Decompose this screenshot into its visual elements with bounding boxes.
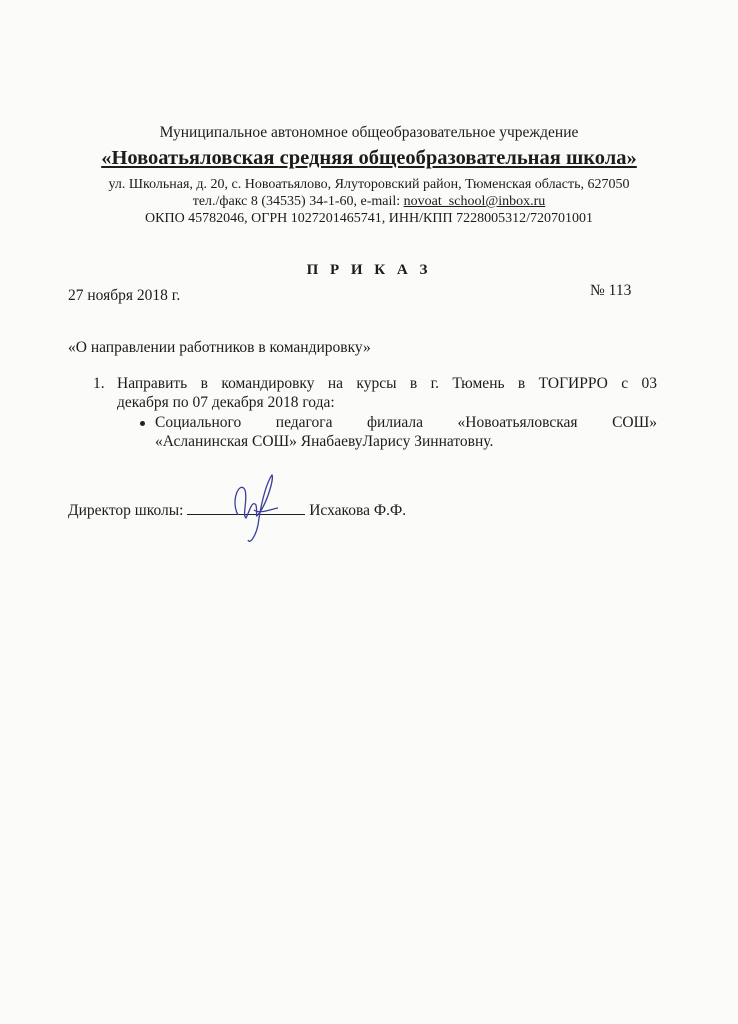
org-address: ул. Школьная, д. 20, с. Новоатьялово, Ялуторовский район, Тюменская область, 627050 — [108, 177, 630, 192]
org-contacts — [0, 194, 738, 210]
org-type: Муниципальное автономное общеобразовательное учреждение — [159, 124, 579, 141]
bullet-icon — [140, 421, 145, 426]
bullet-line-2: «Асланинская СОШ» ЯнабаевуЛарису Зиннатовну. — [155, 433, 494, 450]
signature-label: Директор школы: — [68, 502, 184, 519]
item-line-2: декабря по 07 декабря 2018 года: — [117, 394, 335, 411]
phone: тел./факс 8 (34535) 34-1-60, e-mail: — [192, 194, 404, 209]
item-number: 1. — [93, 375, 105, 392]
org-codes: ОКПО 45782046, ОГРН 1027201465741, ИНН/КПП 7228005312/720701001 — [145, 211, 593, 226]
doc-title: П Р И К А З — [306, 262, 432, 278]
email-link[interactable]: novoat_school@inbox.ru — [403, 194, 546, 209]
org-name: «Новоатьяловская средняя общеобразовательная школа» — [101, 147, 637, 169]
item-line-1: Направить в командировку на курсы в г. Тюмень в ТОГИРРО с 03 — [117, 375, 657, 392]
doc-number: № 113 — [590, 282, 632, 299]
handwritten-signature — [220, 470, 290, 550]
signature-name: Исхакова Ф.Ф. — [309, 502, 407, 519]
doc-subject: «О направлении работников в командировку» — [68, 339, 371, 356]
doc-date: 27 ноября 2018 г. — [68, 287, 181, 304]
bullet-line-1: Социального педагога филиала «Новоатьяловская СОШ» — [155, 414, 657, 431]
